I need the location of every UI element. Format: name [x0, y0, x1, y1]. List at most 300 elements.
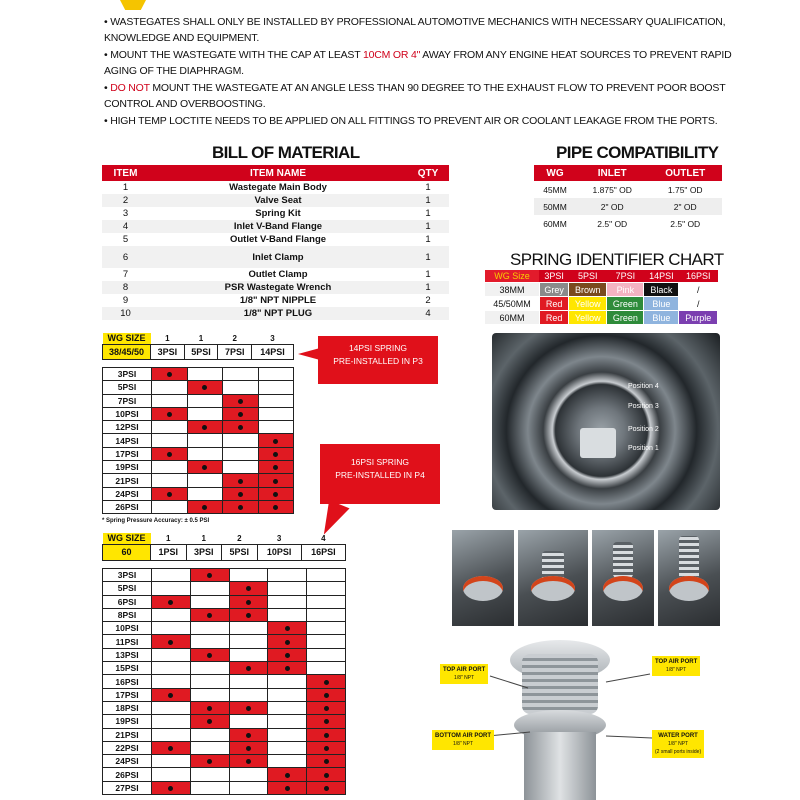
spring-combo-row — [103, 715, 346, 728]
spring-combo-row — [103, 741, 346, 754]
spring-combo-label: 27PSI — [103, 781, 152, 794]
spring-empty-cell — [223, 434, 259, 447]
bom-item-qty: 2 — [425, 295, 431, 306]
spring-installed-cell — [229, 582, 268, 595]
spring-header: 5PSI — [569, 270, 607, 283]
bom-row — [102, 307, 449, 320]
installed-dot-icon — [324, 719, 329, 724]
installed-dot-icon — [202, 425, 207, 430]
spring-empty-cell — [223, 368, 259, 381]
installed-dot-icon — [273, 505, 278, 510]
spring-installed-cell — [152, 595, 191, 608]
spring-combo-label: 12PSI — [103, 421, 152, 434]
spring-empty-cell — [152, 461, 188, 474]
spring-installed-cell — [190, 648, 229, 661]
position-marker: 1 — [201, 534, 206, 544]
note-2: • MOUNT THE WASTEGATE WITH THE CAP AT LEAST 10CM OR 4" AWAY FROM ANY ENGINE HEAT SOURCES TO PREVENT RAPID AGING OF THE DIAPHRAGM. — [104, 49, 732, 77]
callout-16psi-line1: 16PSI SPRING — [350, 457, 410, 467]
spring-combo-label: 14PSI — [103, 434, 152, 447]
spring-combo-row — [103, 662, 346, 675]
bom-item-number: 7 — [122, 269, 129, 280]
spring-photo-4 — [658, 530, 720, 626]
spring-installed-cell — [187, 461, 223, 474]
spring-empty-cell — [307, 569, 346, 582]
spring-empty-cell — [152, 622, 191, 635]
spring-header: 3PSI — [539, 270, 568, 283]
spring-empty-cell — [307, 648, 346, 661]
bom-item-name: Inlet V-Band Flange — [149, 220, 407, 233]
installed-dot-icon — [168, 746, 173, 751]
grid2-col-header: 1PSI — [151, 544, 187, 560]
spring-combo-label: 11PSI — [103, 635, 152, 648]
position-marker: 3 — [270, 334, 275, 344]
bom-item-name: PSR Wastegate Wrench — [149, 281, 407, 294]
bom-row — [102, 194, 449, 207]
spring-color-cell: Black — [644, 283, 679, 297]
spring-installed-cell — [307, 715, 346, 728]
installed-dot-icon — [207, 706, 212, 711]
bom-item-number: 3 — [122, 208, 129, 219]
pipe-wg: 50MM — [534, 198, 576, 215]
installed-dot-icon — [273, 492, 278, 497]
spring-empty-cell — [152, 394, 188, 407]
spring-installed-cell — [187, 381, 223, 394]
installed-dot-icon — [246, 733, 251, 738]
installed-dot-icon — [207, 759, 212, 764]
spring-installed-cell — [223, 394, 259, 407]
bom-row — [102, 281, 449, 294]
installed-dot-icon — [246, 586, 251, 591]
spring-combo-row — [103, 701, 346, 714]
spring-empty-cell — [187, 474, 223, 487]
spring-installed-cell — [152, 635, 191, 648]
spring-combo-label: 6PSI — [103, 595, 152, 608]
callout-14psi-pointer — [298, 348, 320, 360]
spring-empty-cell — [152, 662, 191, 675]
spring-empty-cell — [190, 595, 229, 608]
spring-installed-cell — [258, 500, 294, 513]
bom-row — [102, 294, 449, 307]
spring-empty-cell — [152, 675, 191, 688]
callout-14psi-line1: 14PSI SPRING — [348, 343, 408, 353]
spring-photo-3 — [592, 530, 654, 626]
installed-dot-icon — [324, 773, 329, 778]
spring-combo-row — [103, 675, 346, 688]
spring-installed-cell — [190, 569, 229, 582]
position-marker: 2 — [237, 534, 242, 544]
spring-installed-cell — [307, 701, 346, 714]
spring-empty-cell — [152, 381, 188, 394]
spring-empty-cell — [268, 675, 307, 688]
spring-combo-label: 16PSI — [103, 675, 152, 688]
spring-combo-row — [103, 394, 294, 407]
pipe-row — [534, 181, 722, 198]
spring-combo-row — [103, 582, 346, 595]
bom-item-name: Wastegate Main Body — [229, 182, 327, 193]
spring-empty-cell — [152, 569, 191, 582]
installed-dot-icon — [246, 746, 251, 751]
pipe-outlet: 2.5" OD — [670, 218, 701, 229]
spring-combo-label: 8PSI — [103, 608, 152, 621]
pipe-header-inlet: INLET — [576, 165, 648, 181]
spring-installed-cell — [229, 701, 268, 714]
bom-item-number: 4 — [102, 220, 149, 233]
spring-installed-cell — [268, 768, 307, 781]
installed-dot-icon — [238, 505, 243, 510]
grid1-col-header: 7PSI — [218, 344, 252, 359]
bom-item-qty: 1 — [425, 182, 431, 193]
spring-color-cell: Yellow — [569, 311, 607, 325]
installed-dot-icon — [324, 746, 329, 751]
spring-installed-cell — [223, 474, 259, 487]
bom-row — [102, 220, 449, 233]
spring-combo-label: 21PSI — [103, 474, 152, 487]
installed-dot-icon — [246, 600, 251, 605]
spring-photo-1 — [452, 530, 514, 626]
installed-dot-icon — [285, 786, 290, 791]
spring-combo-label: 5PSI — [103, 582, 152, 595]
bom-item-number: 10 — [102, 307, 149, 320]
spring-empty-cell — [190, 781, 229, 794]
spring-empty-cell — [268, 582, 307, 595]
spring-row — [485, 311, 718, 325]
pipe-wg: 60MM — [543, 218, 567, 229]
spring-installed-cell — [190, 755, 229, 768]
spring-empty-cell — [190, 635, 229, 648]
note-4: • HIGH TEMP LOCTITE NEEDS TO BE APPLIED ON ALL FITTINGS TO PREVENT AIR OR COOLANT LEAKAGE FROM THE PORTS. — [104, 115, 718, 127]
spring-empty-cell — [258, 421, 294, 434]
installed-dot-icon — [202, 505, 207, 510]
spring-installed-cell — [307, 781, 346, 794]
spring-combo-row — [103, 381, 294, 394]
spring-empty-cell — [307, 608, 346, 621]
spring-empty-cell — [187, 487, 223, 500]
pipe-header-wg: WG — [534, 165, 576, 181]
pipe-outlet: 2" OD — [648, 198, 722, 215]
bom-row — [102, 207, 449, 220]
bom-item-qty: 1 — [425, 208, 431, 219]
spring-empty-cell — [152, 608, 191, 621]
spring-color-cell: Green — [607, 297, 644, 311]
accuracy-note: * Spring Pressure Accuracy: ± 0.5 PSI — [102, 518, 210, 524]
spring-empty-cell — [229, 768, 268, 781]
bom-item-name: Outlet Clamp — [248, 269, 308, 280]
spring-combo-row — [103, 421, 294, 434]
grid1-header — [102, 333, 294, 360]
bom-item-number: 2 — [102, 194, 149, 207]
spring-empty-cell — [152, 582, 191, 595]
spring-combo-row — [103, 608, 346, 621]
spring-installed-cell — [187, 421, 223, 434]
installed-dot-icon — [324, 693, 329, 698]
spring-installed-cell — [258, 474, 294, 487]
spring-combo-label: 26PSI — [103, 768, 152, 781]
spring-installed-cell — [223, 487, 259, 500]
spring-installed-cell — [268, 635, 307, 648]
spring-combo-row — [103, 500, 294, 513]
grid2-wg-value: 60 — [103, 544, 151, 560]
position-label: Position 4 — [628, 383, 659, 390]
spring-color-cell: Red — [539, 297, 568, 311]
spring-empty-cell — [152, 768, 191, 781]
spring-combo-label: 13PSI — [103, 648, 152, 661]
installed-dot-icon — [238, 492, 243, 497]
spring-combo-row — [103, 595, 346, 608]
installed-dot-icon — [168, 786, 173, 791]
top-air-port-right-label: TOP AIR PORT 1/8" NPT — [652, 656, 700, 676]
spring-empty-cell — [152, 648, 191, 661]
spring-installed-cell — [152, 741, 191, 754]
spring-empty-cell — [229, 675, 268, 688]
bom-item-name: Valve Seat — [149, 194, 407, 207]
bom-item-qty: 1 — [407, 281, 449, 294]
position-marker: 2 — [232, 334, 237, 344]
installed-dot-icon — [238, 412, 243, 417]
spring-empty-cell — [229, 622, 268, 635]
spring-installed-cell — [258, 487, 294, 500]
spring-combo-label: 10PSI — [103, 622, 152, 635]
spring-header: WG Size — [485, 270, 540, 283]
installed-dot-icon — [324, 759, 329, 764]
spring-combo-label: 26PSI — [103, 500, 152, 513]
spring-empty-cell — [187, 447, 223, 460]
spring-color-cell: Grey — [539, 283, 568, 297]
note-3: • DO NOT MOUNT THE WASTEGATE AT AN ANGLE LESS THAN 90 DEGREE TO THE EXHAUST FLOW TO PREVENT POOR BOOST CONTROL AND OVERBOOSTING. — [104, 82, 726, 110]
spring-combo-row — [103, 635, 346, 648]
grid2-col-header: 5PSI — [222, 544, 258, 560]
spring-installed-cell — [152, 487, 188, 500]
spring-combo-label: 5PSI — [103, 381, 152, 394]
spring-installed-cell — [223, 500, 259, 513]
installed-dot-icon — [168, 693, 173, 698]
installed-dot-icon — [324, 706, 329, 711]
spring-empty-cell — [229, 715, 268, 728]
spring-empty-cell — [229, 781, 268, 794]
bom-item-name: Outlet V-Band Flange — [229, 234, 327, 245]
spring-color-cell: Pink — [607, 283, 644, 297]
spring-installed-cell — [187, 500, 223, 513]
bom-item-qty: 1 — [407, 246, 449, 268]
position-marker: 4 — [321, 534, 326, 544]
installed-dot-icon — [246, 706, 251, 711]
spring-installed-cell — [268, 662, 307, 675]
spring-installed-cell — [152, 688, 191, 701]
spring-empty-cell — [258, 368, 294, 381]
spring-combo-label: 17PSI — [103, 447, 152, 460]
bom-header-name: ITEM NAME — [149, 165, 407, 181]
spring-combo-row — [103, 688, 346, 701]
spring-combo-row — [103, 434, 294, 447]
wastegate-top-photo — [492, 333, 720, 510]
bom-item-qty: 1 — [407, 220, 449, 233]
spring-identifier-table — [484, 270, 718, 325]
bom-row — [102, 268, 449, 281]
spring-color-cell: Blue — [644, 311, 679, 325]
spring-empty-cell — [152, 434, 188, 447]
spring-chart-title: SPRING IDENTIFIER CHART — [510, 250, 724, 269]
spring-empty-cell — [190, 688, 229, 701]
grid1-table — [102, 367, 294, 514]
spring-installed-cell — [258, 434, 294, 447]
spring-empty-cell — [152, 715, 191, 728]
spring-combo-row — [103, 461, 294, 474]
grid1-col-header: 5PSI — [184, 344, 218, 359]
spring-combo-row — [103, 447, 294, 460]
installed-dot-icon — [207, 653, 212, 658]
spring-empty-cell — [307, 622, 346, 635]
spring-photo-2 — [518, 530, 588, 626]
installation-notes — [104, 14, 744, 130]
spring-empty-cell — [190, 768, 229, 781]
spring-installed-cell — [190, 701, 229, 714]
installed-dot-icon — [202, 465, 207, 470]
spring-color-cell: / — [679, 297, 718, 311]
spring-combo-label: 3PSI — [103, 368, 152, 381]
grid2-wg-label: WG SIZE — [103, 533, 151, 544]
pipe-title: PIPE COMPATIBILITY — [556, 143, 719, 162]
spring-empty-cell — [268, 741, 307, 754]
bom-item-number: 5 — [122, 234, 129, 245]
pipe-wg: 45MM — [543, 184, 567, 195]
installed-dot-icon — [246, 666, 251, 671]
installed-dot-icon — [238, 399, 243, 404]
installed-dot-icon — [238, 425, 243, 430]
bom-item-name: 1/8" NPT PLUG — [149, 307, 407, 320]
spring-empty-cell — [223, 461, 259, 474]
spring-combo-label: 3PSI — [103, 569, 152, 582]
spring-empty-cell — [152, 474, 188, 487]
spring-header: 16PSI — [679, 270, 718, 283]
spring-installed-cell — [268, 648, 307, 661]
grid2-col-header: 16PSI — [301, 544, 345, 560]
bottom-air-port-label: BOTTOM AIR PORT 1/8" NPT — [432, 730, 494, 750]
bom-table — [102, 165, 449, 320]
spring-installed-cell — [307, 755, 346, 768]
installed-dot-icon — [207, 719, 212, 724]
bom-item-name: Inlet Clamp — [149, 246, 407, 268]
installed-dot-icon — [285, 666, 290, 671]
spring-empty-cell — [190, 662, 229, 675]
callout-14psi-line2: PRE-INSTALLED IN P3 — [333, 356, 423, 366]
spring-empty-cell — [268, 608, 307, 621]
spring-color-cell: Purple — [679, 311, 718, 325]
spring-combo-row — [103, 487, 294, 500]
position-label: Position 3 — [628, 403, 659, 410]
spring-combo-label: 19PSI — [103, 715, 152, 728]
pipe-row — [534, 198, 722, 215]
pipe-inlet: 2.5" OD — [597, 218, 628, 229]
grid1-col-header: 14PSI — [252, 344, 294, 359]
spring-installed-cell — [307, 741, 346, 754]
spring-empty-cell — [268, 701, 307, 714]
bom-item-number: 9 — [122, 295, 129, 306]
spring-empty-cell — [258, 394, 294, 407]
installed-dot-icon — [207, 573, 212, 578]
spring-empty-cell — [152, 755, 191, 768]
spring-combo-label: 19PSI — [103, 461, 152, 474]
installed-dot-icon — [273, 465, 278, 470]
spring-combo-row — [103, 407, 294, 420]
bom-item-qty: 1 — [407, 194, 449, 207]
grid1-wg-value: 38/45/50 — [103, 344, 151, 359]
spring-installed-cell — [307, 728, 346, 741]
spring-wg: 60MM — [485, 311, 540, 325]
installed-dot-icon — [207, 613, 212, 618]
callout-14psi — [318, 336, 438, 384]
spring-combo-row — [103, 569, 346, 582]
spring-row — [485, 283, 718, 297]
spring-row — [485, 297, 718, 311]
position-marker: 3 — [276, 534, 282, 544]
installed-dot-icon — [285, 653, 290, 658]
spring-empty-cell — [268, 728, 307, 741]
spring-empty-cell — [190, 728, 229, 741]
spring-color-cell: / — [679, 283, 718, 297]
grid2-table — [102, 568, 346, 795]
spring-empty-cell — [229, 688, 268, 701]
spring-empty-cell — [229, 648, 268, 661]
bom-header-qty: QTY — [407, 165, 449, 181]
spring-empty-cell — [223, 381, 259, 394]
grid1-wg-label: WG SIZE — [103, 333, 151, 344]
spring-installed-cell — [152, 407, 188, 420]
pipe-outlet: 1.75" OD — [667, 184, 703, 195]
spring-installed-cell — [229, 728, 268, 741]
spring-empty-cell — [190, 675, 229, 688]
spring-empty-cell — [268, 595, 307, 608]
spring-empty-cell — [268, 755, 307, 768]
spring-combo-row — [103, 728, 346, 741]
bom-item-number: 6 — [102, 246, 149, 268]
grid1-col-header: 3PSI — [151, 344, 185, 359]
spring-empty-cell — [307, 635, 346, 648]
spring-combo-label: 18PSI — [103, 701, 152, 714]
spring-color-cell: Brown — [569, 283, 607, 297]
spring-empty-cell — [229, 569, 268, 582]
spring-header: 14PSI — [644, 270, 679, 283]
bom-row — [102, 246, 449, 268]
spring-empty-cell — [152, 701, 191, 714]
callout-16psi-line2: PRE-INSTALLED IN P4 — [335, 470, 425, 480]
spring-installed-cell — [152, 447, 188, 460]
position-marker: 1 — [166, 534, 171, 544]
installed-dot-icon — [285, 640, 290, 645]
spring-combo-row — [103, 622, 346, 635]
installed-dot-icon — [273, 479, 278, 484]
installed-dot-icon — [285, 626, 290, 631]
pipe-row — [534, 215, 722, 232]
spring-combo-row — [103, 648, 346, 661]
spring-header: 7PSI — [607, 270, 644, 283]
installed-dot-icon — [246, 759, 251, 764]
valve-stem-image — [580, 428, 616, 458]
spring-empty-cell — [152, 728, 191, 741]
spring-empty-cell — [190, 582, 229, 595]
spring-installed-cell — [229, 755, 268, 768]
installed-dot-icon — [202, 385, 207, 390]
bom-row — [102, 181, 449, 194]
spring-empty-cell — [268, 569, 307, 582]
spring-empty-cell — [223, 447, 259, 460]
spring-empty-cell — [187, 407, 223, 420]
spring-empty-cell — [307, 662, 346, 675]
installed-dot-icon — [273, 439, 278, 444]
bom-item-qty: 4 — [407, 307, 449, 320]
spring-combo-row — [103, 755, 346, 768]
installed-dot-icon — [168, 640, 173, 645]
installed-dot-icon — [168, 600, 173, 605]
pipe-header-outlet: OUTLET — [648, 165, 722, 181]
